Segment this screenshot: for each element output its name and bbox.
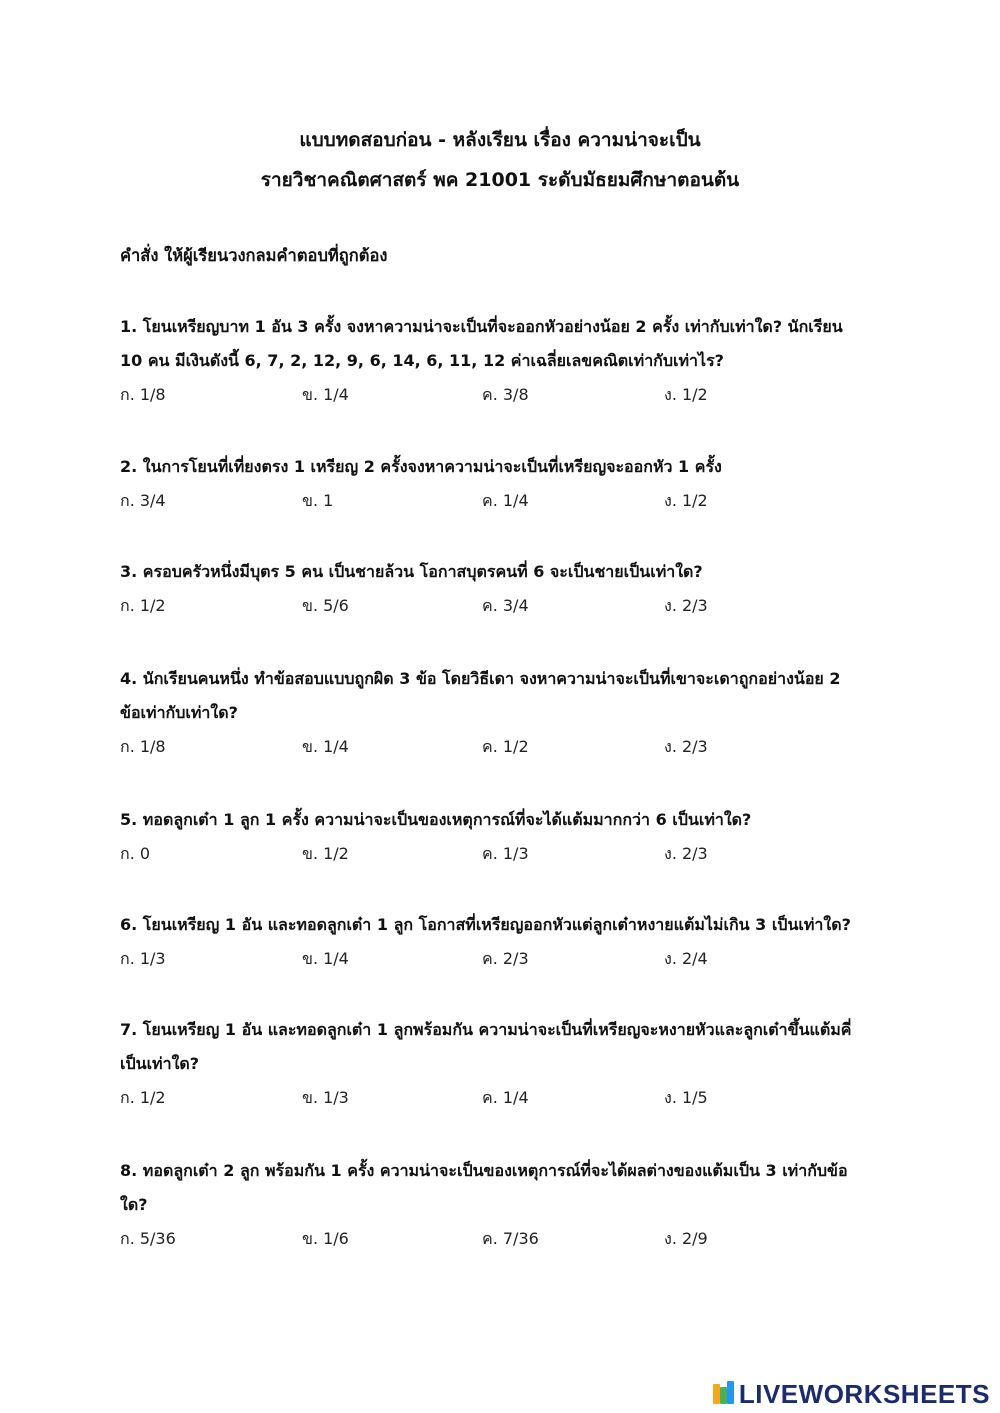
option-b[interactable]: ข. 1/6 bbox=[302, 1229, 349, 1248]
option-a[interactable]: ก. 0 bbox=[120, 844, 151, 863]
option-d[interactable]: ง. 1/2 bbox=[664, 385, 708, 404]
option-a[interactable]: ก. 1/2 bbox=[120, 1088, 166, 1107]
answer-options bbox=[120, 837, 890, 871]
question-text-line: 7. โยนเหรียญ 1 อัน และทอดลูกเต๋า 1 ลูกพร้อมกัน ความน่าจะเป็นที่เหรียญจะหงายหัวและลูกเต๋าขึ้นแต้มคี่ bbox=[120, 1020, 852, 1039]
question-3 bbox=[120, 555, 890, 623]
question-text-line: 6. โยนเหรียญ 1 อัน และทอดลูกเต๋า 1 ลูก โอกาสที่เหรียญออกหัวแต่ลูกเต๋าหงายแต้มไม่เกิน 3 เป็นเท่าใด? bbox=[120, 915, 851, 934]
question-text-line: 2. ในการโยนที่เที่ยงตรง 1 เหรียญ 2 ครั้งจงหาความน่าจะเป็นที่เหรียญจะออกหัว 1 ครั้ง bbox=[120, 457, 722, 476]
option-a[interactable]: ก. 1/8 bbox=[120, 737, 166, 756]
option-c[interactable]: ค. 1/3 bbox=[482, 844, 529, 863]
answer-options bbox=[120, 378, 890, 412]
option-b[interactable]: ข. 1/3 bbox=[302, 1088, 349, 1107]
option-b[interactable]: ข. 1/2 bbox=[302, 844, 349, 863]
option-b[interactable]: ข. 1 bbox=[302, 491, 334, 510]
option-d[interactable]: ง. 2/3 bbox=[664, 844, 708, 863]
option-a[interactable]: ก. 3/4 bbox=[120, 491, 166, 510]
option-d[interactable]: ง. 2/9 bbox=[664, 1229, 708, 1248]
option-c[interactable]: ค. 3/8 bbox=[482, 385, 529, 404]
question-text-line: 4. นักเรียนคนหนึ่ง ทำข้อสอบแบบถูกผิด 3 ข้อ โดยวิธีเดา จงหาความน่าจะเป็นที่เขาจะเดาถูกอย่างน้อย 2 bbox=[120, 669, 841, 688]
answer-options bbox=[120, 1222, 890, 1256]
option-c[interactable]: ค. 1/4 bbox=[482, 1088, 529, 1107]
question-text-line: 10 คน มีเงินดังนี้ 6, 7, 2, 12, 9, 6, 14, 6, 11, 12 ค่าเฉลี่ยเลขคณิตเท่ากับเท่าไร? bbox=[120, 351, 724, 370]
option-c[interactable]: ค. 1/4 bbox=[482, 491, 529, 510]
option-c[interactable]: ค. 7/36 bbox=[482, 1229, 539, 1248]
option-b[interactable]: ข. 1/4 bbox=[302, 949, 349, 968]
option-b[interactable]: ข. 1/4 bbox=[302, 385, 349, 404]
option-b[interactable]: ข. 5/6 bbox=[302, 596, 349, 615]
question-1 bbox=[120, 310, 890, 412]
answer-options bbox=[120, 589, 890, 623]
question-6 bbox=[120, 908, 890, 976]
question-2 bbox=[120, 450, 890, 518]
question-4 bbox=[120, 662, 890, 764]
liveworksheets-logo[interactable] bbox=[713, 1377, 990, 1411]
instruction: คำสั่ง ให้ผู้เรียนวงกลมคำตอบที่ถูกต้อง bbox=[120, 246, 388, 265]
liveworksheets-logo-icon bbox=[713, 1381, 735, 1407]
question-8 bbox=[120, 1154, 890, 1256]
title-line-2: รายวิชาคณิตศาสตร์ พค 21001 ระดับมัธยมศึกษาตอนต้น bbox=[260, 169, 740, 191]
option-a[interactable]: ก. 1/2 bbox=[120, 596, 166, 615]
answer-options bbox=[120, 484, 890, 518]
question-text-line: ใด? bbox=[120, 1195, 148, 1214]
option-c[interactable]: ค. 1/2 bbox=[482, 737, 529, 756]
question-7 bbox=[120, 1013, 890, 1115]
option-a[interactable]: ก. 1/8 bbox=[120, 385, 166, 404]
option-d[interactable]: ง. 2/3 bbox=[664, 737, 708, 756]
question-text-line: 3. ครอบครัวหนึ่งมีบุตร 5 คน เป็นชายล้วน โอกาสบุตรคนที่ 6 จะเป็นชายเป็นเท่าใด? bbox=[120, 562, 703, 581]
question-5 bbox=[120, 803, 890, 871]
question-text-line: ข้อเท่ากับเท่าใด? bbox=[120, 703, 238, 722]
title-line-1: แบบทดสอบก่อน - หลังเรียน เรื่อง ความน่าจะเป็น bbox=[299, 129, 701, 151]
option-d[interactable]: ง. 1/2 bbox=[664, 491, 708, 510]
option-a[interactable]: ก. 1/3 bbox=[120, 949, 166, 968]
option-d[interactable]: ง. 2/3 bbox=[664, 596, 708, 615]
option-c[interactable]: ค. 3/4 bbox=[482, 596, 529, 615]
answer-options bbox=[120, 730, 890, 764]
answer-options bbox=[120, 942, 890, 976]
option-a[interactable]: ก. 5/36 bbox=[120, 1229, 176, 1248]
option-d[interactable]: ง. 1/5 bbox=[664, 1088, 708, 1107]
question-text-line: เป็นเท่าใด? bbox=[120, 1054, 200, 1073]
option-c[interactable]: ค. 2/3 bbox=[482, 949, 529, 968]
question-text-line: 1. โยนเหรียญบาท 1 อัน 3 ครั้ง จงหาความน่าจะเป็นที่จะออกหัวอย่างน้อย 2 ครั้ง เท่ากับเท่าใด? นักเรียน bbox=[120, 317, 843, 336]
question-text-line: 8. ทอดลูกเต๋า 2 ลูก พร้อมกัน 1 ครั้ง ความน่าจะเป็นของเหตุการณ์ที่จะได้ผลต่างของแต้มเป็น 3 เท่ากับข้อ bbox=[120, 1161, 848, 1180]
answer-options bbox=[120, 1081, 890, 1115]
option-b[interactable]: ข. 1/4 bbox=[302, 737, 349, 756]
liveworksheets-wordmark: LIVEWORKSHEETS bbox=[738, 1378, 990, 1409]
option-d[interactable]: ง. 2/4 bbox=[664, 949, 708, 968]
question-text-line: 5. ทอดลูกเต๋า 1 ลูก 1 ครั้ง ความน่าจะเป็นของเหตุการณ์ที่จะได้แต้มมากกว่า 6 เป็นเท่าใด? bbox=[120, 810, 752, 829]
